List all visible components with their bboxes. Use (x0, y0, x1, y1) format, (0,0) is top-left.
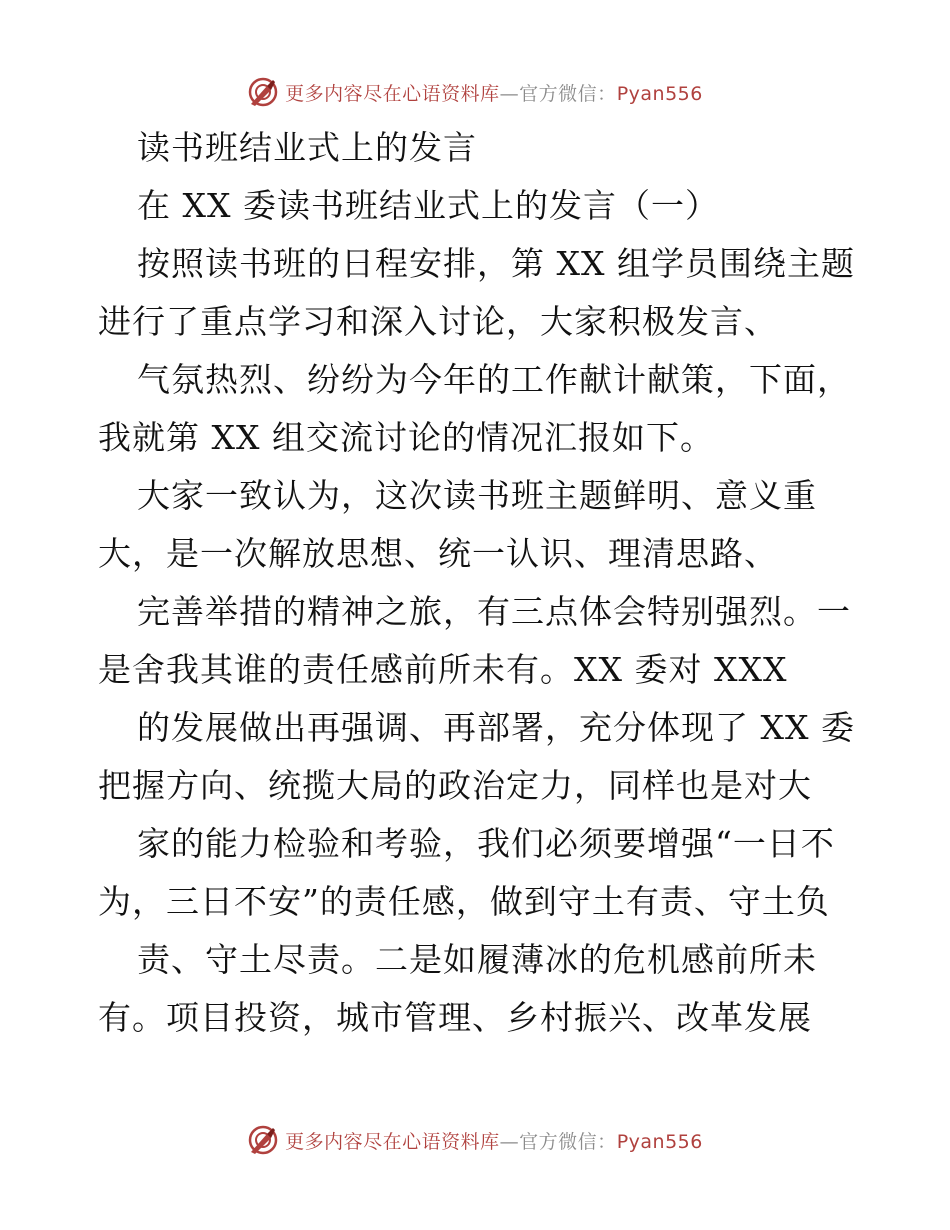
document-subtitle: 在 XX 委读书班结业式上的发言（一） (137, 186, 719, 225)
watermark-separator: — (499, 82, 520, 105)
body-line: 责、守土尽责。二是如履薄冰的危机感前所未 (137, 940, 817, 979)
body-line: 大家一致认为，这次读书班主题鲜明、意义重 (137, 476, 817, 515)
body-line: 我就第 XX 组交流讨论的情况汇报如下。 (98, 418, 714, 457)
watermark-wechat-label: 官方微信： (519, 1130, 617, 1153)
body-line: 大，是一次解放思想、统一认识、理清思路、 (98, 534, 778, 573)
watermark-text (285, 79, 703, 106)
watermark-site-name: 更多内容尽在心语资料库 (285, 82, 500, 105)
body-line: 按照读书班的日程安排，第 XX 组学员围绕主题 (137, 244, 855, 283)
header-watermark (0, 72, 950, 112)
body-line: 的发展做出再强调、再部署，充分体现了 XX 委 (137, 708, 855, 747)
body-line: 气氛热烈、纷纷为今年的工作献计献策，下面， (137, 360, 851, 399)
body-line: 完善举措的精神之旅，有三点体会特别强烈。一 (137, 592, 851, 631)
body-line: 是舍我其谁的责任感前所未有。XX 委对 XXX (98, 650, 788, 689)
body-line: 有。项目投资，城市管理、乡村振兴、改革发展 (98, 998, 812, 1037)
watermark-site-name: 更多内容尽在心语资料库 (285, 1130, 500, 1153)
body-line: 家的能力检验和考验，我们必须要增强“一日不 (137, 824, 835, 863)
body-line: 把握方向、统揽大局的政治定力，同样也是对大 (98, 766, 812, 805)
body-line: 为，三日不安”的责任感，做到守土有责、守土负 (98, 882, 830, 921)
watermark-wechat-label: 官方微信： (519, 82, 617, 105)
pen-logo-icon (247, 1124, 279, 1156)
watermark-separator: — (499, 1130, 520, 1153)
watermark-text (285, 1127, 703, 1154)
document-title: 读书班结业式上的发言 (137, 128, 477, 167)
pen-logo-icon (247, 76, 279, 108)
footer-watermark (0, 1120, 950, 1160)
watermark-wechat-id: Pyan556 (616, 82, 703, 105)
body-line: 进行了重点学习和深入讨论，大家积极发言、 (98, 302, 778, 341)
watermark-wechat-id: Pyan556 (616, 1130, 703, 1153)
